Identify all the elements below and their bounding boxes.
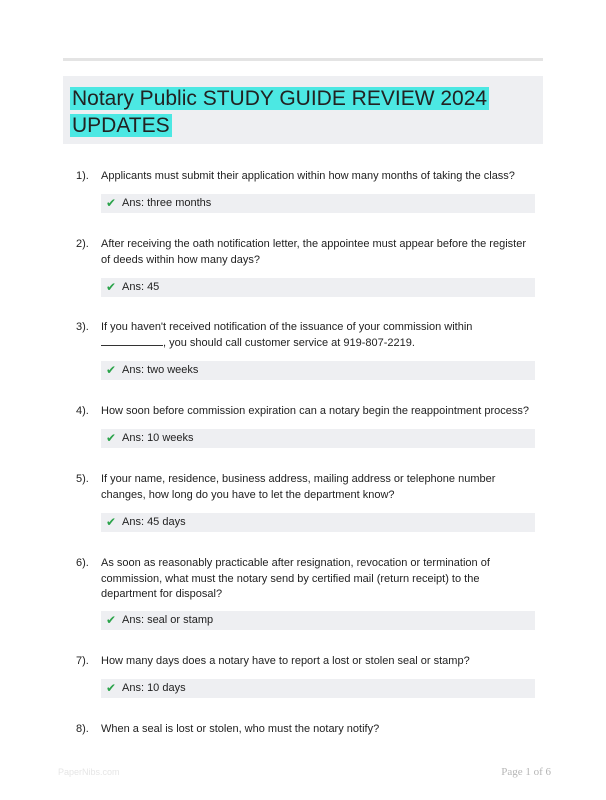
question-number: 8). xyxy=(76,723,89,735)
question-number: 6). xyxy=(76,557,89,569)
answer-text: Ans: 10 weeks xyxy=(122,432,194,444)
watermark: PaperNibs.com xyxy=(58,767,120,777)
answer-box xyxy=(101,361,535,380)
checkmark-icon: ✔ xyxy=(106,431,117,445)
answer-box xyxy=(101,679,535,698)
answer-text: Ans: 45 xyxy=(122,281,160,293)
question-text: If your name, residence, business address, mailing address or telephone number changes, how long do you have to let the department know? xyxy=(101,473,496,501)
answer-box xyxy=(101,513,535,532)
answer-box xyxy=(101,429,535,448)
answer-text: Ans: 45 days xyxy=(122,516,186,528)
checkmark-icon: ✔ xyxy=(106,280,117,294)
question-number: 1). xyxy=(76,170,89,182)
checkmark-icon: ✔ xyxy=(106,681,117,695)
question-text: Applicants must submit their application within how many months of taking the class? xyxy=(101,170,515,182)
page-indicator: Page 1 of 6 xyxy=(501,766,551,778)
answer-text: Ans: 10 days xyxy=(122,682,186,694)
question-text: How soon before commission expiration can a notary begin the reappointment process? xyxy=(101,405,530,417)
question-number: 7). xyxy=(76,655,89,667)
top-divider xyxy=(63,58,543,61)
question-text: How many days does a notary have to report a lost or stolen seal or stamp? xyxy=(101,655,470,667)
checkmark-icon: ✔ xyxy=(106,363,117,377)
question-number: 2). xyxy=(76,238,89,250)
checkmark-icon: ✔ xyxy=(106,515,117,529)
question-number: 5). xyxy=(76,473,89,485)
answer-box xyxy=(101,278,535,297)
checkmark-icon: ✔ xyxy=(106,196,117,210)
answer-text: Ans: three months xyxy=(122,197,212,209)
document-title: Notary Public STUDY GUIDE REVIEW 2024 UPDATES xyxy=(72,87,488,137)
checkmark-icon: ✔ xyxy=(106,613,117,627)
question-text: After receiving the oath notification letter, the appointee must appear before the register of deeds within how many days? xyxy=(101,238,526,266)
answer-text: Ans: seal or stamp xyxy=(122,614,214,626)
question-text: As soon as reasonably practicable after resignation, revocation or termination of commission, what must the notary send by certified mail (return receipt) to the department for disposal? xyxy=(101,557,490,600)
answer-box xyxy=(101,611,535,630)
answer-box xyxy=(101,194,535,213)
question-text: When a seal is lost or stolen, who must the notary notify? xyxy=(101,723,380,735)
question-number: 3). xyxy=(76,321,89,333)
question-number: 4). xyxy=(76,405,89,417)
fill-in-blank xyxy=(101,336,163,346)
answer-text: Ans: two weeks xyxy=(122,364,199,376)
question-text: If you haven't received notification of the issuance of your commission within , you should call customer service at 919-807-2219. xyxy=(101,321,473,349)
